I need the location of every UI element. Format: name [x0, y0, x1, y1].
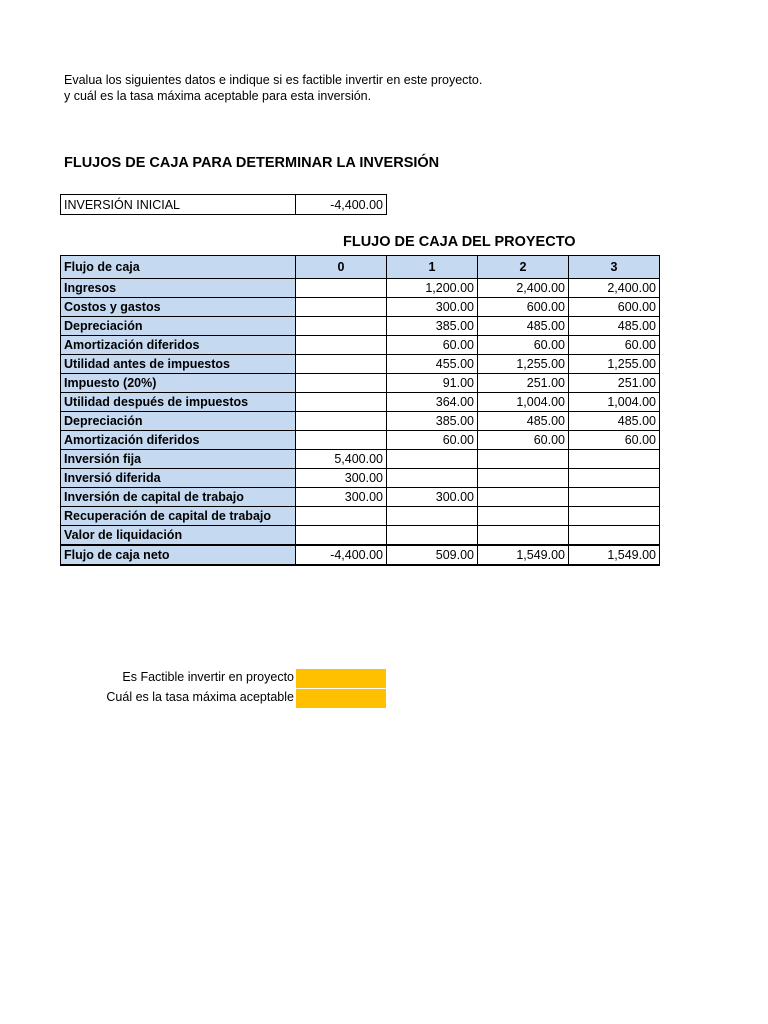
- instructions: [64, 72, 482, 104]
- row-label[interactable]: Amortización diferidos: [61, 336, 296, 355]
- table-row: [61, 374, 660, 393]
- table-row: [61, 393, 660, 412]
- table-row: [61, 450, 660, 469]
- cell-value[interactable]: 485.00: [569, 317, 660, 336]
- table-row: [61, 336, 660, 355]
- cell-value[interactable]: [387, 450, 478, 469]
- cell-value[interactable]: [296, 507, 387, 526]
- cell-value[interactable]: 60.00: [478, 431, 569, 450]
- initial-investment-row: [61, 195, 387, 215]
- cell-value[interactable]: 1,004.00: [569, 393, 660, 412]
- cell-value[interactable]: 300.00: [296, 469, 387, 488]
- cell-value[interactable]: 509.00: [387, 545, 478, 565]
- table-row: [61, 355, 660, 374]
- cell-value[interactable]: [387, 469, 478, 488]
- cell-value[interactable]: [478, 526, 569, 546]
- cell-value[interactable]: 2,400.00: [569, 279, 660, 298]
- cell-value[interactable]: [569, 450, 660, 469]
- cell-value[interactable]: 364.00: [387, 393, 478, 412]
- answer-max-rate-cell[interactable]: [296, 689, 386, 708]
- row-label[interactable]: Impuesto (20%): [61, 374, 296, 393]
- cell-value[interactable]: 2,400.00: [478, 279, 569, 298]
- instructions-line-2: y cuál es la tasa máxima aceptable para esta inversión.: [64, 89, 372, 103]
- cell-value[interactable]: [569, 526, 660, 546]
- cell-value[interactable]: [296, 374, 387, 393]
- column-header-period[interactable]: 2: [478, 256, 569, 279]
- cell-value[interactable]: 300.00: [296, 488, 387, 507]
- table-row: [61, 298, 660, 317]
- cell-value[interactable]: 485.00: [478, 317, 569, 336]
- total-row: [61, 545, 660, 565]
- cell-value[interactable]: 5,400.00: [296, 450, 387, 469]
- row-label[interactable]: Costos y gastos: [61, 298, 296, 317]
- cell-value[interactable]: 60.00: [478, 336, 569, 355]
- table-row: [61, 279, 660, 298]
- cell-value[interactable]: [296, 317, 387, 336]
- table-row: [61, 469, 660, 488]
- investment-heading: FLUJOS DE CAJA PARA DETERMINAR LA INVERSIÓN: [64, 155, 440, 171]
- cashflow-table-body: [61, 256, 660, 566]
- cell-value[interactable]: 1,255.00: [569, 355, 660, 374]
- table-row: [61, 431, 660, 450]
- row-label[interactable]: Utilidad antes de impuestos: [61, 355, 296, 374]
- cell-value[interactable]: 600.00: [569, 298, 660, 317]
- question-feasible-label: Es Factible invertir en proyecto: [122, 670, 294, 684]
- cell-value[interactable]: 1,549.00: [478, 545, 569, 565]
- row-label[interactable]: Flujo de caja neto: [61, 545, 296, 565]
- cell-value[interactable]: 60.00: [387, 336, 478, 355]
- row-label[interactable]: Inversió diferida: [61, 469, 296, 488]
- cell-value[interactable]: [296, 393, 387, 412]
- table-row: [61, 488, 660, 507]
- table-row: [61, 507, 660, 526]
- row-label[interactable]: Inversión fija: [61, 450, 296, 469]
- cell-value[interactable]: 385.00: [387, 412, 478, 431]
- cell-value[interactable]: [296, 336, 387, 355]
- column-header-label[interactable]: Flujo de caja: [61, 256, 296, 279]
- table-row: [61, 412, 660, 431]
- cell-value[interactable]: [296, 412, 387, 431]
- table-row: [61, 526, 660, 546]
- cell-value[interactable]: 60.00: [569, 431, 660, 450]
- question-max-rate-label: Cuál es la tasa máxima aceptable: [106, 690, 294, 704]
- cell-value[interactable]: 300.00: [387, 488, 478, 507]
- column-header-period[interactable]: 0: [296, 256, 387, 279]
- cell-value[interactable]: 300.00: [387, 298, 478, 317]
- cell-value[interactable]: [478, 469, 569, 488]
- table-row: [61, 317, 660, 336]
- cell-value[interactable]: 1,549.00: [569, 545, 660, 565]
- row-label[interactable]: Amortización diferidos: [61, 431, 296, 450]
- column-header-period[interactable]: 3: [569, 256, 660, 279]
- cell-value[interactable]: 251.00: [569, 374, 660, 393]
- cell-value[interactable]: 1,200.00: [387, 279, 478, 298]
- cell-value[interactable]: [296, 526, 387, 546]
- cell-value[interactable]: 385.00: [387, 317, 478, 336]
- cell-value[interactable]: 60.00: [387, 431, 478, 450]
- cell-value[interactable]: [569, 488, 660, 507]
- column-header-period[interactable]: 1: [387, 256, 478, 279]
- row-label[interactable]: Utilidad después de impuestos: [61, 393, 296, 412]
- cell-value[interactable]: [296, 279, 387, 298]
- cashflow-table: [60, 255, 660, 566]
- row-label[interactable]: Inversión de capital de trabajo: [61, 488, 296, 507]
- cell-value[interactable]: [569, 507, 660, 526]
- cell-value[interactable]: 251.00: [478, 374, 569, 393]
- cell-value[interactable]: [296, 355, 387, 374]
- cell-value[interactable]: 1,255.00: [478, 355, 569, 374]
- row-label[interactable]: Depreciación: [61, 412, 296, 431]
- initial-investment-table: [60, 194, 387, 215]
- cell-value[interactable]: 600.00: [478, 298, 569, 317]
- cell-value[interactable]: 485.00: [569, 412, 660, 431]
- answer-feasible-cell[interactable]: [296, 669, 386, 688]
- cell-value[interactable]: [569, 469, 660, 488]
- cell-value[interactable]: -4,400.00: [296, 545, 387, 565]
- cell-value[interactable]: 1,004.00: [478, 393, 569, 412]
- cell-value[interactable]: [478, 488, 569, 507]
- cell-value[interactable]: [478, 507, 569, 526]
- cell-value[interactable]: 60.00: [569, 336, 660, 355]
- row-label[interactable]: Valor de liquidación: [61, 526, 296, 546]
- row-label[interactable]: Recuperación de capital de trabajo: [61, 507, 296, 526]
- initial-investment-value[interactable]: -4,400.00: [296, 195, 387, 215]
- cell-value[interactable]: 485.00: [478, 412, 569, 431]
- initial-investment-label[interactable]: INVERSIÓN INICIAL: [61, 195, 296, 215]
- cell-value[interactable]: [387, 526, 478, 546]
- header-row: [61, 256, 660, 279]
- cashflow-heading: FLUJO DE CAJA DEL PROYECTO: [343, 234, 576, 250]
- cell-value[interactable]: [296, 298, 387, 317]
- row-label[interactable]: Depreciación: [61, 317, 296, 336]
- cell-value[interactable]: [478, 450, 569, 469]
- cell-value[interactable]: 455.00: [387, 355, 478, 374]
- row-label[interactable]: Ingresos: [61, 279, 296, 298]
- instructions-line-1: Evalua los siguientes datos e indique si es factible invertir en este proyecto.: [64, 73, 483, 87]
- cell-value[interactable]: [296, 431, 387, 450]
- cell-value[interactable]: [387, 507, 478, 526]
- cell-value[interactable]: 91.00: [387, 374, 478, 393]
